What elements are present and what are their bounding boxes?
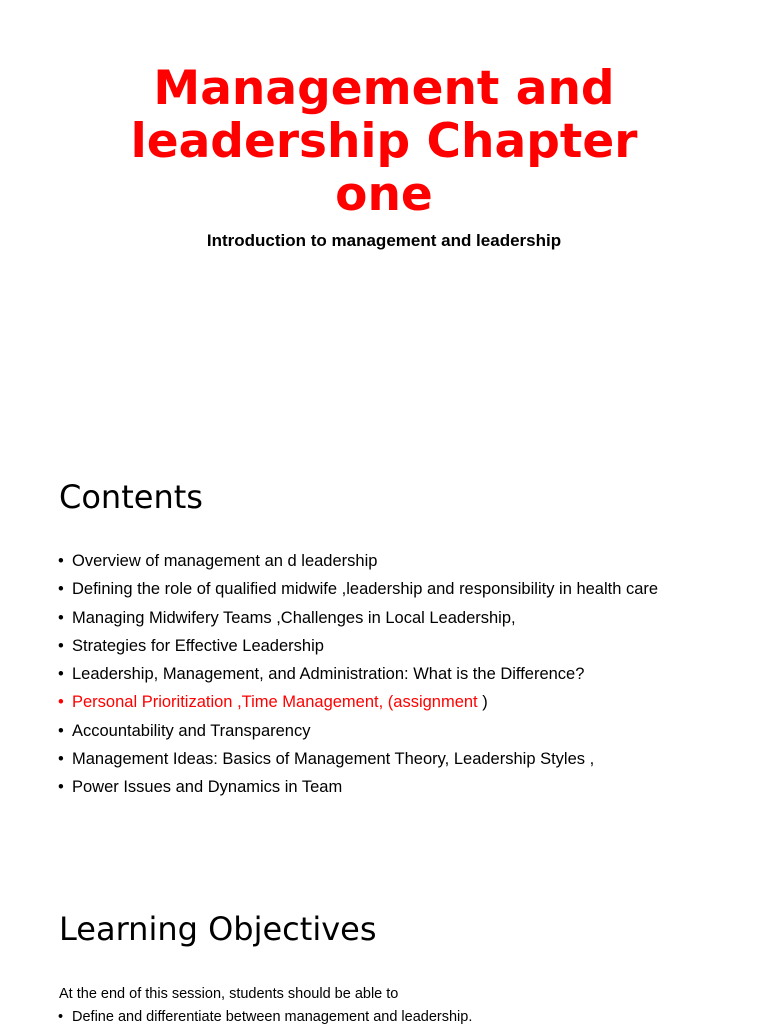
list-item-text: Leadership, Management, and Administration: What is the Difference? [72,665,585,684]
list-item [58,578,708,600]
list-item-text: Personal Prioritization ,Time Management, (assignment [72,693,478,712]
objectives-slide [0,880,768,1024]
list-item [58,776,708,798]
list-item-text: Managing Midwifery Teams ,Challenges in Local Leadership, [72,608,516,627]
list-item [58,1007,708,1027]
objectives-list [58,1007,708,1033]
bullet-icon: • [58,608,64,627]
list-item [58,550,708,572]
objectives-intro: At the end of this session, students should be able to [59,986,399,1002]
objectives-heading: Learning Objectives [59,910,377,948]
presentation-subtitle: Introduction to management and leadership [206,231,562,250]
bullet-icon: • [58,693,64,712]
list-item [58,607,708,629]
bullet-icon: • [58,580,64,599]
bullet-icon: • [58,778,64,797]
list-item-highlighted [58,691,708,713]
presentation-title: Management and leadership Chapter one [130,61,638,222]
contents-slide [0,450,768,870]
list-item-text: Overview of management an d leadership [72,552,378,570]
bullet-icon: • [58,721,64,740]
list-item [58,720,708,742]
list-item [58,635,708,657]
bullet-icon: • [58,552,64,570]
title-slide [0,0,768,440]
bullet-icon: • [58,636,64,655]
contents-heading: Contents [59,478,203,516]
list-item [58,748,708,770]
list-item-text: Defining the role of qualified midwife ,leadership and responsibility in health care [72,580,659,599]
list-item-text: Define and differentiate between management and leadership. [72,1009,473,1025]
list-item [58,663,708,685]
list-item-text: Power Issues and Dynamics in Team [72,778,343,797]
contents-list [58,550,708,805]
list-item-suffix: ) [482,693,488,712]
bullet-icon: • [58,1009,64,1025]
list-item-text: Accountability and Transparency [72,721,311,740]
list-item-text: Strategies for Effective Leadership [72,636,324,655]
bullet-icon: • [58,665,64,684]
bullet-icon: • [58,750,64,769]
list-item-text: Management Ideas: Basics of Management Theory, Leadership Styles , [72,750,595,769]
